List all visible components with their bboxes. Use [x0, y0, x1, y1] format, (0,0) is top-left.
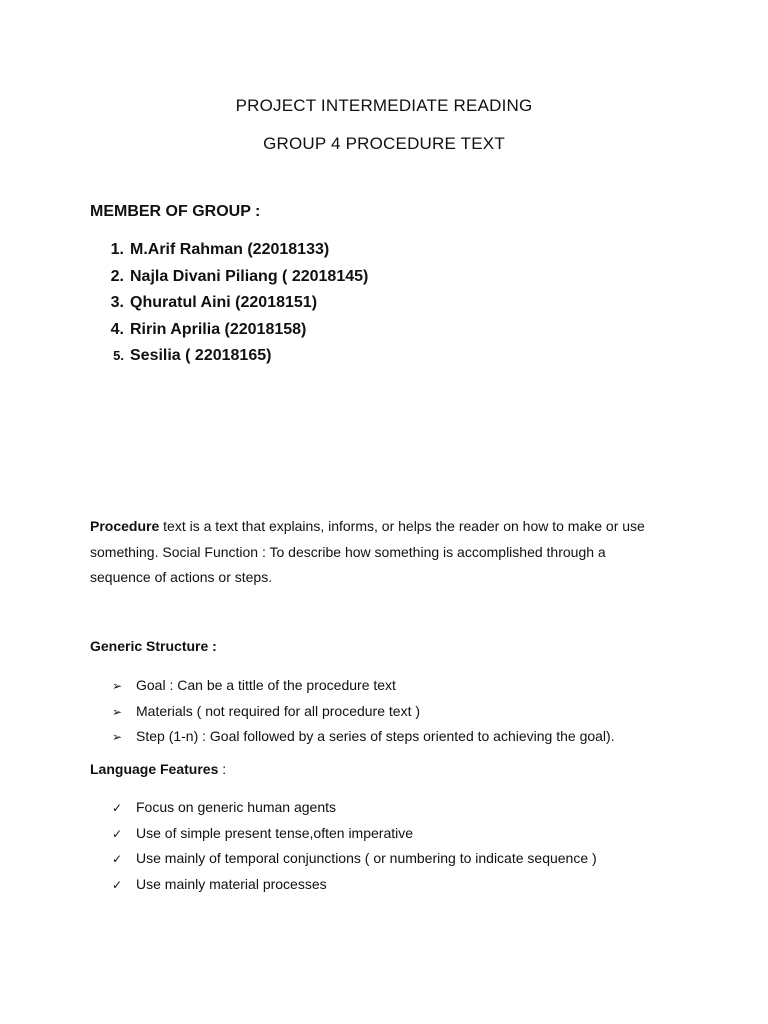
list-number: 5. [113, 348, 124, 363]
list-item-text: Use of simple present tense,often imperative [136, 824, 414, 841]
procedure-paragraph [90, 514, 670, 591]
list-item-text: Focus on generic human agents [136, 799, 337, 815]
list-item-text: Use mainly material processes [136, 875, 327, 892]
heading-suffix: : [218, 761, 227, 777]
list-item [112, 701, 615, 727]
list-item [112, 726, 615, 752]
language-features-heading [90, 761, 226, 777]
list-item [112, 675, 615, 701]
arrow-bullet-icon: ➢ [112, 679, 123, 693]
checkmark-icon: ✓ [112, 877, 123, 892]
member-name: Qhuratul Aini (22018151) [130, 294, 318, 311]
checkmark-icon: ✓ [112, 801, 123, 815]
list-item [90, 266, 368, 293]
member-name: M.Arif Rahman (22018133) [130, 241, 330, 258]
list-item [90, 292, 368, 319]
document-title: PROJECT INTERMEDIATE READING [235, 96, 533, 115]
paragraph-line [90, 514, 670, 540]
language-features-list [112, 797, 597, 899]
member-name: Sesilia ( 22018165) [130, 347, 272, 364]
member-list [90, 239, 368, 372]
list-item [112, 797, 597, 823]
list-number: 3. [110, 294, 124, 311]
generic-structure-list [112, 675, 615, 752]
checkmark-icon: ✓ [112, 826, 123, 841]
paragraph-line: something. Social Function : To describe how something is accomplished through a [90, 543, 606, 560]
list-item [112, 823, 597, 849]
list-item [90, 345, 368, 372]
list-item-text: Step (1-n) : Goal followed by a series of steps oriented to achieving the goal). [136, 728, 615, 744]
list-item [90, 319, 368, 346]
procedure-term: Procedure [90, 518, 160, 534]
list-item [112, 848, 597, 874]
document-subtitle: GROUP 4 PROCEDURE TEXT [263, 134, 505, 153]
paragraph-text: text is a text that explains, informs, or helps the reader on how to make or use [159, 518, 645, 534]
generic-structure-heading: Generic Structure : [90, 638, 217, 654]
list-item [112, 874, 597, 900]
arrow-bullet-icon: ➢ [112, 704, 123, 719]
list-item-text: Materials ( not required for all procedure text ) [136, 702, 421, 719]
heading-text: Language Features [90, 761, 219, 777]
paragraph-line: sequence of actions or steps. [90, 569, 273, 585]
list-item-text: Use mainly of temporal conjunctions ( or numbering to indicate sequence ) [136, 850, 597, 866]
member-name: Najla Divani Piliang ( 22018145) [130, 267, 369, 285]
member-name: Ririn Aprilia (22018158) [130, 320, 307, 338]
checkmark-icon: ✓ [112, 852, 123, 866]
list-item [90, 239, 368, 266]
list-number: 2. [110, 267, 124, 285]
members-heading: MEMBER OF GROUP : [90, 203, 261, 220]
list-number: 4. [110, 320, 124, 338]
arrow-bullet-icon: ➢ [112, 730, 123, 744]
list-item-text: Goal : Can be a tittle of the procedure text [136, 677, 396, 693]
list-number: 1. [110, 241, 124, 258]
